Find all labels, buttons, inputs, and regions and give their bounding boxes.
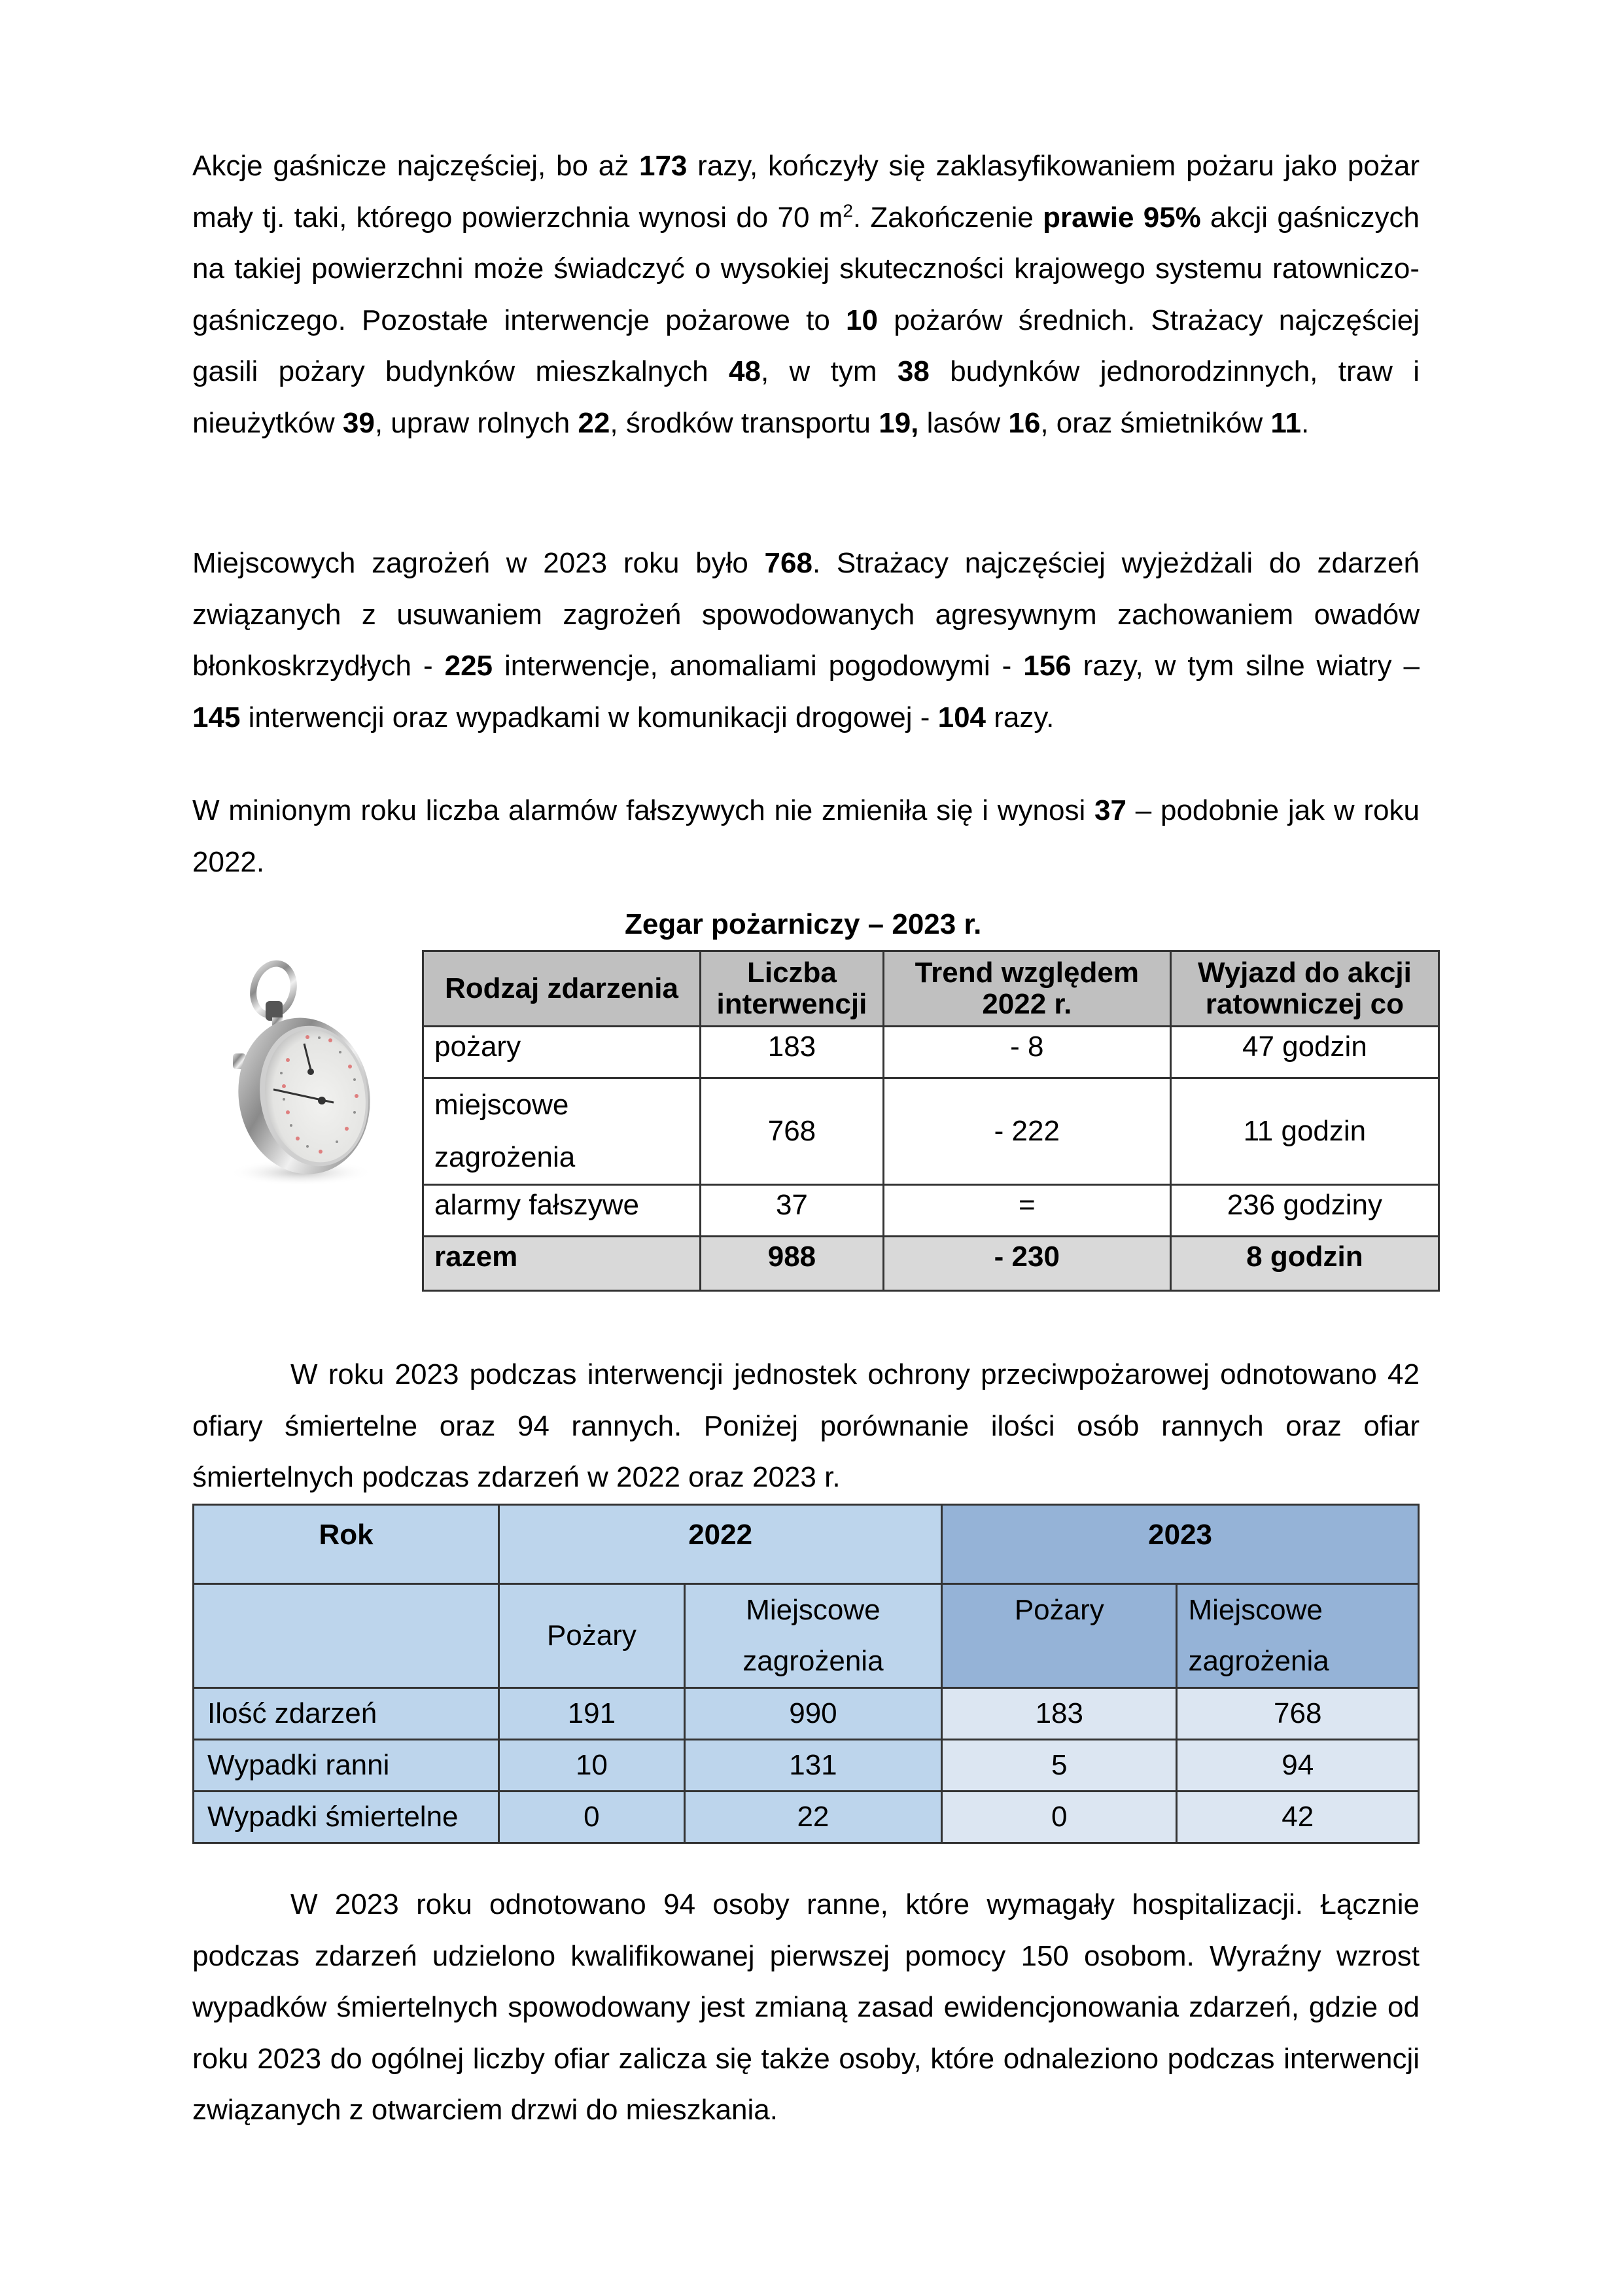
value-2022-fires: 10 xyxy=(499,1740,685,1792)
local-hazards-2023-header: Miejscowe zagrożenia xyxy=(1177,1584,1419,1688)
column-header: Liczba interwencji xyxy=(700,951,883,1027)
value-2022-local: 131 xyxy=(684,1740,941,1792)
value-2023-fires: 5 xyxy=(942,1740,1177,1792)
total-count: 988 xyxy=(700,1237,883,1291)
year-label-header: Rok xyxy=(194,1505,499,1584)
value-2022-local: 990 xyxy=(684,1688,941,1740)
intervention-count: 37 xyxy=(700,1185,883,1237)
trend-value: = xyxy=(883,1185,1170,1237)
trend-value: - 8 xyxy=(883,1027,1170,1078)
trend-value: - 222 xyxy=(883,1078,1170,1185)
row-label: Wypadki ranni xyxy=(194,1740,499,1792)
paragraph-hospitalization: W 2023 roku odnotowano 94 osoby ranne, które wymagały hospitalizacji. Łącznie podczas zdarzeń udzielono kwalifikowanej pierwszej pomocy 150 osobom. Wyraźny wzrost wypadków śmiertelnych spowodowany jest zmianą zasad ewidencjonowania zdarzeń, gdzie od roku 2023 do ogólnej liczby ofiar zalicza się także osoby, które odnaleziono podczas interwencji związanych z otwarciem drzwi do mieszkania. xyxy=(192,1888,1420,2126)
casualties-table xyxy=(192,1504,1420,1844)
year-2023-header: 2023 xyxy=(942,1505,1419,1584)
table-row xyxy=(194,1792,1419,1843)
table-header-row xyxy=(423,951,1439,1027)
value-2023-local: 768 xyxy=(1177,1688,1419,1740)
paragraph-false-alarms: W minionym roku liczba alarmów fałszywych nie zmieniła się i wynosi 37 – podobnie jak w roku 2022. xyxy=(192,794,1420,878)
stopwatch-icon xyxy=(216,955,399,1191)
year-header-row xyxy=(194,1505,1419,1584)
table-row xyxy=(194,1740,1419,1792)
total-interval: 8 godzin xyxy=(1170,1237,1439,1291)
table-total-row xyxy=(423,1237,1439,1291)
paragraph-casualties-intro: W roku 2023 podczas interwencji jednostek ochrony przeciwpożarowej odnotowano 42 ofiary śmiertelne oraz 94 rannych. Poniżej porównanie ilości osób rannych oraz ofiar śmiertelnych podczas zdarzeń w 2022 oraz 2023 r. xyxy=(192,1358,1420,1493)
table-row xyxy=(423,1027,1439,1078)
dispatch-interval: 47 godzin xyxy=(1170,1027,1439,1078)
value-2023-local: 94 xyxy=(1177,1740,1419,1792)
row-label: Wypadki śmiertelne xyxy=(194,1792,499,1843)
total-trend: - 230 xyxy=(883,1237,1170,1291)
column-header: Wyjazd do akcji ratowniczej co xyxy=(1170,951,1439,1027)
value-2023-local: 42 xyxy=(1177,1792,1419,1843)
paragraph-fire-actions: Akcje gaśnicze najczęściej, bo aż 173 razy, kończyły się zaklasyfikowaniem pożaru jako pożar mały tj. taki, którego powierzchnia wynosi do 70 $m^2$. Zakończenie prawie 95% akcji gaśniczych na takiej powierzchni może świadczyć o wysokiej skuteczności krajowego systemu ratowniczo-gaśniczego. Pozostałe interwencje pożarowe to 10 pożarów średnich. Strażacy najczęściej gasili pożary budynków mieszkalnych 48, w tym 38 budynków jednorodzinnych, traw i nieużytków 39, upraw rolnych 22, środków transportu 19, lasów 16, oraz śmietników 11. xyxy=(192,150,1420,439)
dispatch-interval: 236 godziny xyxy=(1170,1185,1439,1237)
value-2022-fires: 191 xyxy=(499,1688,685,1740)
event-type: miejscowe zagrożenia xyxy=(423,1078,701,1185)
fire-clock-table xyxy=(422,950,1440,1292)
row-label: Ilość zdarzeń xyxy=(194,1688,499,1740)
event-type: pożary xyxy=(423,1027,701,1078)
event-type: alarmy fałszywe xyxy=(423,1185,701,1237)
intervention-count: 183 xyxy=(700,1027,883,1078)
table-row xyxy=(423,1185,1439,1237)
category-header-row xyxy=(194,1584,1419,1688)
table-row xyxy=(423,1078,1439,1185)
value-2022-fires: 0 xyxy=(499,1792,685,1843)
dispatch-interval: 11 godzin xyxy=(1170,1078,1439,1185)
paragraph-local-hazards: Miejscowych zagrożeń w 2023 roku było 768. Strażacy najczęściej wyjeżdżali do zdarzeń związanych z usuwaniem zagrożeń spowodowanych agresywnym zachowaniem owadów błonkoskrzydłych - 225 interwencje, anomaliami pogodowymi - 156 razy, w tym silne wiatry – 145 interwencji oraz wypadkami w komunikacji drogowej - 104 razy. xyxy=(192,547,1420,733)
local-hazards-2022-header: Miejscowe zagrożenia xyxy=(684,1584,941,1688)
fires-2022-header: Pożary xyxy=(499,1584,685,1688)
column-header: Trend względem 2022 r. xyxy=(883,951,1170,1027)
value-2022-local: 22 xyxy=(684,1792,941,1843)
year-2022-header: 2022 xyxy=(499,1505,942,1584)
table-row xyxy=(194,1688,1419,1740)
fires-2023-header: Pożary xyxy=(942,1584,1177,1688)
value-2023-fires: 0 xyxy=(942,1792,1177,1843)
fire-clock-caption: Zegar pożarniczy – 2023 r. xyxy=(625,908,982,940)
intervention-count: 768 xyxy=(700,1078,883,1185)
empty-header-cell xyxy=(194,1584,499,1688)
column-header: Rodzaj zdarzenia xyxy=(423,951,701,1027)
total-label: razem xyxy=(423,1237,701,1291)
value-2023-fires: 183 xyxy=(942,1688,1177,1740)
